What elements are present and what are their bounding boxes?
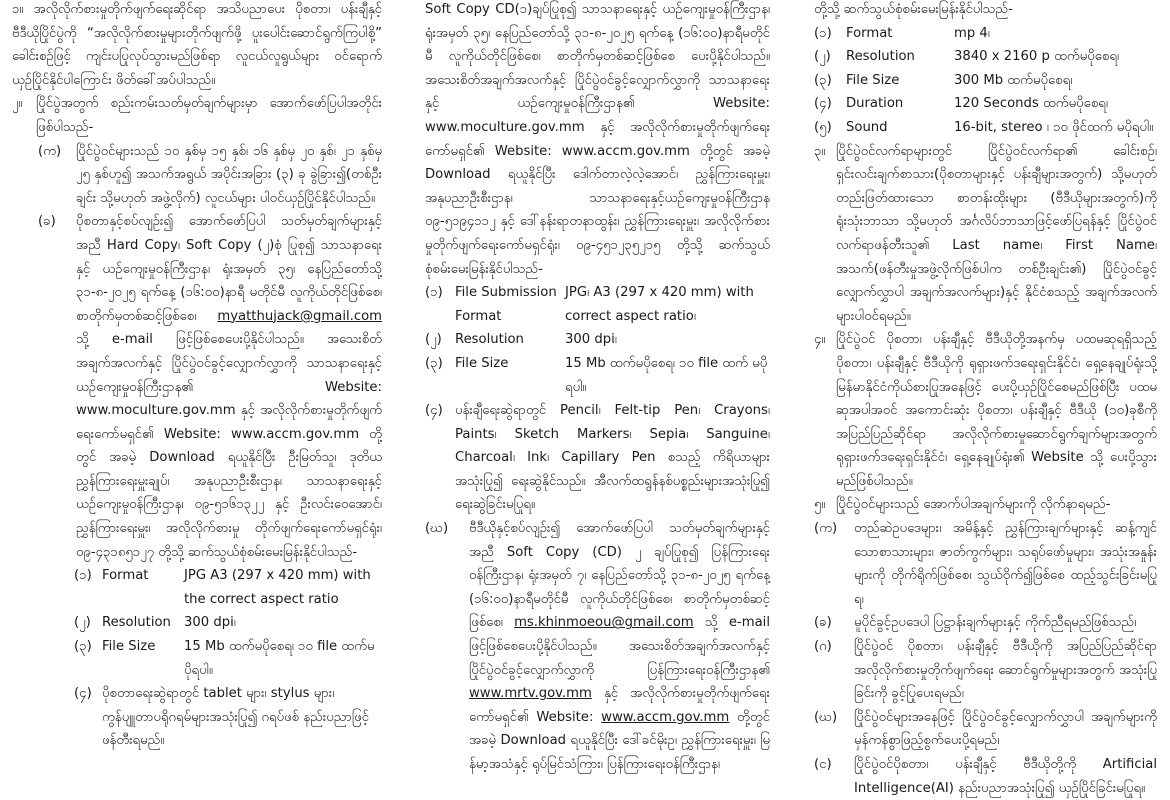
spec-number: (၂) <box>74 615 91 631</box>
clause-kha-text-a: ပိုစတာနှင့်စပ်လျဉ်း၍ အောက်ဖော်ပြပါ သတ်မှတ်ချက်များနှင့်အညီ Hard Copy၊ Soft Copy (၂)စုံ ပြုစု၍ သာသနာရေးနှင့် ယဉ်ကျေးမှုဝန်ကြီးဌာန၊ ရုံးအမှတ် ၃၅၊ နေပြည်တော်သို့ ၃၁-၈-၂၀၂၅ ရက်နေ့ (၁၆:၀၀)နာရီ မတိုင်မီ လူကိုယ်တိုင်ဖြစ်စေ၊ စာတိုက်မှတစ်ဆင့်ဖြစ်စေ၊ <box>76 214 382 324</box>
spec-key: Resolution <box>102 615 171 631</box>
rule-number: (ဃ) <box>814 709 838 725</box>
spec-number: (၄) <box>814 96 832 112</box>
spec-value: 300 Mb ထက်မပိုစေရ၊ <box>954 72 1073 88</box>
spec-number: (၁) <box>814 25 832 41</box>
rule-item-3 <box>814 635 1157 706</box>
video-spec-4 <box>814 92 1157 116</box>
paragraph-2 <box>12 92 382 139</box>
spec-value: ပန်းချီရေးဆွဲရာတွင် Pencil၊ Felt-tip Pen၊ Crayons၊ Paints၊ Sketch Markers၊ Sepia၊ Sanguine၊ Charcoal၊ Ink၊ Capillary Pen စသည့် ကိရိယာများအသုံးပြု၍ ရေးဆွဲနိုင်သည်။ အီလက်ထရွန်နစ်ပစ္စည်းများအသုံးပြု၍ ရေးဆွဲခြင်းမပြုရ။ <box>455 403 770 513</box>
paragraph-4-text: ပြိုင်ပွဲဝင် ပိုစတာ၊ ပန်းချီနှင့် ဗီဒီယိုတို့အနက်မှ ပထမဆုရရှိသည့် ပိုစတာ၊ ပန်းချီနှင့် ဗီဒီယိုကို ရုရှားဖက်ဒရေးရှင်းနိုင်ငံ၊ ရှေ့နေချုပ်ရုံးသို့ မြန်မာနိုင်ငံကိုယ်စားပြုအနေဖြင့် ပေးပို့ယှဉ်ပြိုင်စေမည်ဖြစ်ပြီး ပထမဆုအပါအဝင် အကောင်းဆုံး ပိုစတာ၊ ပန်းချီနှင့် ဗီဒီယို (၁၀)ခုစီကို အပြည်ပြည်ဆိုင်ရာ အလိုလိုက်စားမှုဆောင်ရွက်ချက်များအတွက် ရုရှားဖက်ဒရေးရှင်းနိုင်ငံ၊ ရှေ့နေချုပ်ရုံး၏ Website သို့ ပေးပို့သွားမည်ဖြစ်ပါသည်။ <box>836 332 1157 489</box>
paragraph-3-text: ပြိုင်ပွဲဝင်လက်ရာများတွင် ပြိုင်ပွဲဝင်လက်ရာ၏ ခေါင်းစဉ်၊ ရှင်းလင်းချက်စာသား(ပိုစတာများနှင့် ပန်းချီများအတွက်) သို့မဟုတ် တည်းဖြတ်ထားသော စာတန်းထိုးများ (ဗီဒီယိုများအတွက်)ကို ရုံးသုံးဘာသာ သို့မဟုတ် အင်္ဂလိပ်ဘာသာဖြင့်ဖော်ပြရန်နှင့် ပြိုင်ပွဲဝင်လက်ရာဖန်တီးသူ၏ Last name၊ First Name၊ အသက်(ဖန်တီးမှုအဖွဲ့လိုက်ဖြစ်ပါက တစ်ဦးချင်း၏) ပြိုင်ပွဲဝင်ခွင့်လျှောက်လွှာပါ အချက်အလက်များ)နှင့် နိုင်ငံစသည့် အချက်အလက်များပါဝင်ရမည်။ <box>836 143 1157 324</box>
spec-key: File Submission Format <box>455 285 557 324</box>
email-link-myatthu[interactable]: myatthujack@gmail.com <box>217 308 382 324</box>
paragraph-5-number: ၅။ <box>814 497 826 513</box>
paragraph-5 <box>814 493 1157 517</box>
clause-gha-continuation: တို့သို့ ဆက်သွယ်စုံစမ်းမေးမြန်းနိုင်ပါသည်- <box>814 2 1013 17</box>
paragraph-3-number: ၃။ <box>814 143 826 159</box>
spec-key: Duration <box>846 96 904 112</box>
rule-text: ပြိုင်ပွဲဝင် ပိုစတာ၊ ပန်းချီနှင့် ဗီဒီယိုကို အပြည်ပြည်ဆိုင်ရာ အလိုလိုက်စားမှုတိုက်ဖျက်ရေး ဆောင်ရွက်မှုများအတွက် အသုံးပြုခြင်းကို ခွင့်ပြုပေးရမည်၊ <box>854 639 1157 702</box>
spec-key: File Size <box>102 639 156 655</box>
rule-number: (င) <box>814 757 832 772</box>
spec-number: (၂) <box>425 332 442 348</box>
painting-spec-3 <box>425 352 770 399</box>
video-spec-2 <box>814 45 1157 69</box>
spec-number: (၄) <box>74 686 92 702</box>
spec-key: Format <box>102 568 149 584</box>
clause-kha-text-b: သို့ e-mail ဖြင့်ဖြစ်စေပေးပို့နိုင်ပါသည်။ အသေးစိတ်အချက်အလက်နှင့် ပြိုင်ပွဲဝင်ခွင့်လျှောက်လွှာကို သာသနာရေးနှင့် ယဉ်ကျေးမှုဝန်ကြီးဌာန၏ Website: www.moculture.gov.mm နှင့် အလိုလိုက်စားမှုတိုက်ဖျက်ရေးကော်မရှင်၏ Website: www.accm.gov.mm တို့တွင် အခမဲ့ Download ရယူနိုင်ပြီး ဦးမြတ်သူ၊ ဒုတိယညွှန်ကြားရေးမှူးချုပ်၊ အနုပညာဦးစီးဌာန၊ သာသနာရေးနှင့်ယဉ်ကျေးမှုဝန်ကြီးဌာန၊ ၀၉-၅၁၆၁၃၂၂ နှင့် ဦးလင်းဝေအောင်၊ ညွှန်ကြားရေးမှူး၊ အလိုလိုက်စားမှု တိုက်ဖျက်ရေးကော်မရှင်ရုံး၊ ၀၉-၄၃၁၈၅၁၂၇ တို့သို့ ဆက်သွယ်စုံစမ်းမေးမြန်းနိုင်ပါသည်- <box>76 332 382 560</box>
clause-kha-number: (ခ) <box>38 214 56 230</box>
rule-number: (ခ) <box>814 615 832 631</box>
spec-key: Sound <box>846 119 888 135</box>
spec-value: 3840 x 2160 p ထက်မပိုစေရ၊ <box>954 49 1120 65</box>
rule-text: ပြိုင်ပွဲဝင်များအနေဖြင့် ပြိုင်ပွဲဝင်ခွင့်လျှောက်လွှာပါ အချက်များကို မှန်ကန်စွာဖြည့်စွက်ပေးပို့ရမည်၊ <box>854 709 1157 749</box>
video-spec-3 <box>814 69 1157 93</box>
paragraph-4-number: ၄။ <box>814 332 826 348</box>
clause-ka-number: (က) <box>38 143 62 159</box>
poster-spec-1 <box>74 564 382 611</box>
clause-gha-text-c: နှင့် အလိုလိုက်စားမှုတိုက်ဖျက်ရေးကော်မရှင်၏ Website: <box>469 686 770 725</box>
paragraph-1: ၁။ အလိုလိုက်စားမှုတိုက်ဖျက်ရေးဆိုင်ရာ အသိပညာပေး ပိုစတာ၊ ပန်းချီနှင့် ဗီဒီယိုပြိုင်ပွဲကို “အလိုလိုက်စားမှုများတိုက်ဖျက်ဖို့ ပူးပေါင်းဆောင်ရွက်ကြပါစို့” ခေါင်းစဉ်ဖြင့် ကျင်းပပြုလုပ်သွားမည်ဖြစ်ရာ လူငယ်လူရွယ်များ ဝင်ရောက်ယှဉ်ပြိုင်နိုင်ပါကြောင်း ဖိတ်ခေါ်အပ်ပါသည်။ <box>12 2 382 88</box>
clause-gha-text-d: တို့တွင် အခမဲ့ Download ရယူနိုင်ပြီး ဒေါ်ခင်မိုးဥ၊ ညွှန်ကြားရေးမှူး၊ မြန်မာ့အသံနှင့် ရုပ်မြင်သံကြား၊ ပြန်ကြားရေးဝန်ကြီးဌာန၊ <box>469 709 770 772</box>
spec-number: (၃) <box>74 639 92 655</box>
spec-value: 16-bit, stereo ၊ ၁၀ ဖိုင်ထက် မပိုရပါ။ <box>954 119 1154 135</box>
spec-value: 15 Mb ထက်မပိုစေရ၊ ၁၀ file ထက် မပိုရပါ။ <box>565 355 768 395</box>
rule-item-1 <box>814 517 1157 611</box>
paragraph-4 <box>814 328 1157 493</box>
spec-key: Resolution <box>455 332 524 348</box>
paragraph-5-text: ပြိုင်ပွဲဝင်များသည် အောက်ပါအချက်များကို လိုက်နာရမည်- <box>836 497 1111 513</box>
clause-ka <box>38 140 382 211</box>
spec-key: Format <box>846 25 893 41</box>
clause-kha-text <box>76 210 382 564</box>
paragraph-2-number: ၂။ <box>12 96 23 112</box>
email-link-khinmoeou[interactable]: ms.khinmoeou@gmail.com <box>514 615 694 631</box>
spec-value: ပိုစတာရေးဆွဲရာတွင် tablet များ၊ stylus များ၊ ကွန်ပျူတာပရိုဂရမ်များအသုံးပြု၍ ဂရပ်ဖစ် နည်းပညာဖြင့် ဖန်တီးရမည်။ <box>102 686 369 749</box>
rule-item-4 <box>814 706 1157 753</box>
spec-key: File Size <box>455 355 509 371</box>
clause-kha <box>38 210 382 564</box>
poster-spec-2 <box>74 611 382 635</box>
spec-value: 300 dpi၊ <box>184 615 236 631</box>
spec-number: (၃) <box>425 355 443 371</box>
spec-value: 300 dpi၊ <box>565 332 617 348</box>
spec-number: (၄) <box>425 403 443 419</box>
website-link-accm[interactable]: www.accm.gov.mm <box>601 709 730 725</box>
painting-spec-4 <box>425 399 770 517</box>
video-spec-1 <box>814 22 1157 46</box>
video-spec-5 <box>814 116 1157 140</box>
spec-value: 15 Mb ထက်မပိုစေရ၊ ၁၀ file ထက်မပိုရပါ။ <box>184 639 375 678</box>
paragraph-2-text: ပြိုင်ပွဲအတွက် စည်းကမ်းသတ်မှတ်ချက်များမှာ အောက်ဖော်ပြပါအတိုင်းဖြစ်ပါသည်- <box>36 96 382 135</box>
clause-ga-continuation: Soft Copy CD(၁)ချပ်ပြုစု၍ သာသနာရေးနှင့် ယဉ်ကျေးမှုဝန်ကြီးဌာန၊ ရုံးအမှတ် ၃၅၊ နေပြည်တော်သို့ ၃၁-၈-၂၀၂၅ ရက်နေ့ (၁၆:၀၀)နာရီမတိုင်မီ လူကိုယ်တိုင်ဖြစ်စေ၊ စာတိုက်မှတစ်ဆင့်ဖြစ်စေ ပေးပို့နိုင်ပါသည်။ အသေးစိတ်အချက်အလက်နှင့် ပြိုင်ပွဲဝင်ခွင့်လျှောက်လွှာကို သာသနာရေးနှင့် ယဉ်ကျေးမှုဝန်ကြီးဌာန၏ Website: www.moculture.gov.mm နှင့် အလိုလိုက်စားမှုတိုက်ဖျက်ရေးကော်မရှင်၏ Website: www.accm.gov.mm တို့တွင် အခမဲ့ Download ရယူနိုင်ပြီး ဒေါက်တာလဲ့လဲ့အောင်၊ ညွှန်ကြားရေးမှူး၊ အနုပညာဦးစီးဌာန၊ သာသနာရေးနှင့်ယဉ်ကျေးမှုဝန်ကြီးဌာန ၀၉-၅၁၉၄၁၁၂ နှင့် ဒေါ်နန်းရာတနာထွန်း၊ ညွှန်ကြားရေးမှူး၊ အလိုလိုက်စားမှုတိုက်ဖျက်ရေးကော်မရှင်ရုံး၊ ၀၉-၄၅၁၂၃၅၂၁၅ တို့သို့ ဆက်သွယ်စုံစမ်းမေးမြန်းနိုင်ပါသည်- <box>425 2 770 277</box>
clause-gha-text-a: ဗီဒီယိုနှင့်စပ်လျဉ်း၍ အောက်ဖော်ပြပါ သတ်မှတ်ချက်များနှင့်အညီ Soft Copy (CD) ၂ ချပ်ပြုစု၍ ပြန်ကြားရေးဝန်ကြီးဌာန၊ ရုံးအမှတ် ၇၊ နေပြည်တော်သို့ ၃၁-၈-၂၀၂၅ ရက်နေ့ (၁၆:၀၀)နာရီမတိုင်မီ လူကိုယ်တိုင်ဖြစ်စေ၊ စာတိုက်မှတစ်ဆင့်ဖြစ်စေ၊ <box>469 521 770 631</box>
column-right <box>814 0 1157 800</box>
spec-number: (၁) <box>74 568 92 584</box>
clause-gha <box>425 517 770 777</box>
rule-text: မူပိုင်ခွင့်ဥပဒေပါ ပြဋ္ဌာန်းချက်များနှင့် ကိုက်ညီရမည်ဖြစ်သည်၊ <box>854 615 1137 631</box>
painting-spec-2 <box>425 328 770 352</box>
spec-key: Resolution <box>846 49 915 65</box>
spec-value: 120 Seconds ထက်မပိုစေရ၊ <box>954 96 1108 112</box>
clause-gha-text-b: သို့ e-mail ဖြင့်ဖြစ်စေပေးပို့နိုင်ပါသည်။ အသေးစိတ်အချက်အလက်နှင့် ပြိုင်ပွဲဝင်ခွင့်လျှောက်လွှာကို ပြန်ကြားရေးဝန်ကြီးဌာန၏ <box>469 615 770 678</box>
rule-item-2 <box>814 611 1157 635</box>
paragraph-3 <box>814 140 1157 329</box>
clause-gha-text <box>469 517 770 777</box>
clause-ka-text: ပြိုင်ပွဲဝင်များသည် ၁၀ နှစ်မှ ၁၅ နှစ်၊ ၁၆ နှစ်မှ ၂၀ နှစ်၊ ၂၁ နှစ်မှ ၂၅ နှစ်ဟူ၍ အသက်အရွယ် အပိုင်းအခြား (၃) ခု ခွဲခြား၍(တစ်ဦးချင်း သို့မဟုတ် အဖွဲ့လိုက်) လူငယ်များ ပါဝင်ယှဉ်ပြိုင်နိုင်ပါသည်။ <box>76 143 382 206</box>
poster-spec-4 <box>74 682 382 753</box>
rule-number: (ဂ) <box>814 639 832 655</box>
column-middle <box>425 0 770 777</box>
spec-number: (၃) <box>814 72 832 88</box>
website-link-mrtv[interactable]: www.mrtv.gov.mm <box>469 686 592 702</box>
rule-item-5 <box>814 753 1157 800</box>
rule-text: တည်ဆဲဥပဒေများ၊ အမိန့်နှင့် ညွှန်ကြားချက်များနှင့် ဆန့်ကျင်သောစာသားများ၊ ဇာတ်ကွက်များ၊ သရုပ်ဖော်မှုများ၊ အသုံးအနှုန်းများကို တိုက်ရိုက်ဖြစ်စေ၊ သွယ်ဝိုက်၍ဖြစ်စေ ထည့်သွင်းခြင်းမပြုရ၊ <box>854 521 1157 607</box>
spec-key: File Size <box>846 72 900 88</box>
rule-number: (က) <box>814 521 838 537</box>
spec-value: JPG A3 (297 x 420 mm) with the correct aspect ratio <box>184 568 371 607</box>
rule-text: ပြိုင်ပွဲဝင်ပိုစတာ၊ ပန်းချီနှင့် ဗီဒီယိုတို့ကို Artificial Intelligence(AI) နည်းပညာအသုံးပြု၍ ယှဉ်ပြိုင်ခြင်းမပြုရ။ <box>854 757 1157 796</box>
painting-spec-1 <box>425 281 770 328</box>
spec-value: mp 4၊ <box>954 25 990 41</box>
column-left <box>12 0 382 753</box>
spec-number: (၅) <box>814 119 832 135</box>
spec-value: JPG၊ A3 (297 x 420 mm) with correct aspect ratio၊ <box>565 285 754 324</box>
clause-gha-number: (ဃ) <box>425 521 449 537</box>
spec-number: (၁) <box>425 285 443 301</box>
poster-spec-3 <box>74 635 382 682</box>
spec-number: (၂) <box>814 49 831 65</box>
